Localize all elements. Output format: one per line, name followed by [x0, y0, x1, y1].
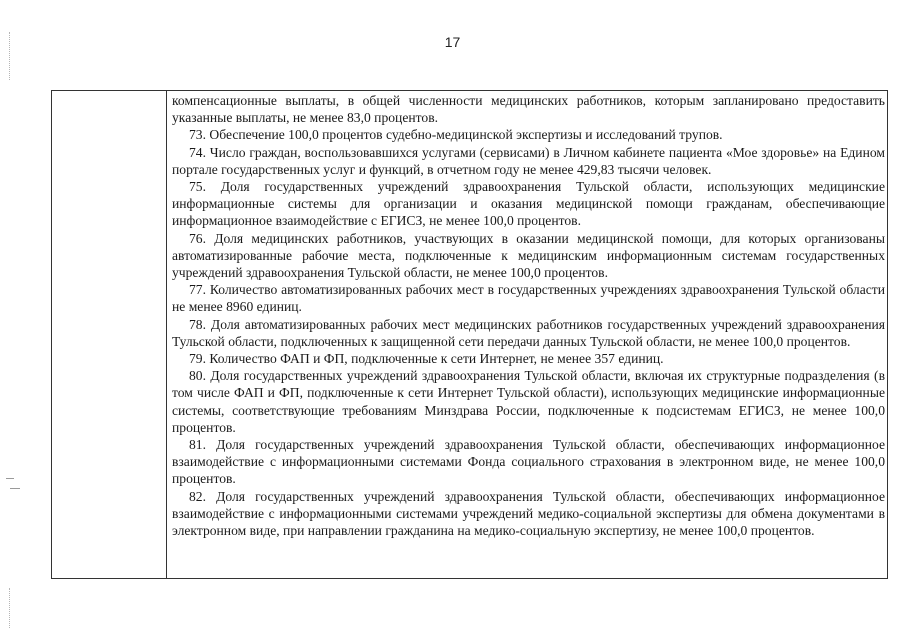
table-left-column: [52, 91, 167, 578]
page-number: 17: [444, 34, 461, 50]
scan-margin-dots-top: [9, 32, 10, 80]
paragraph-item-74: 74. Число граждан, воспользовавшихся услугами (сервисами) в Личном кабинете пациента «Мое здоровье» на Едином портале государственных услуг и функций, в отчетном году не менее 429,83 тысячи человек.: [172, 144, 885, 177]
paragraph-item-82: 82. Доля государственных учреждений здравоохранения Тульской области, обеспечивающих информационное взаимодействие с информационными системами учреждений медико-социальной экспертизы для обмена документами в электронном виде, при направлении гражданина на медико-социальную экспертизу, не менее 100,0 процентов.: [172, 488, 885, 539]
table-text-column: [167, 91, 887, 539]
document-table: [51, 90, 888, 579]
paragraph-item-76: 76. Доля медицинских работников, участвующих в оказании медицинской помощи, для которых организованы автоматизированные рабочие места, подключенные к медицинским информационным системам государственных учреждений здравоохранения Тульской области, не менее 100,0 процентов.: [172, 230, 885, 281]
paragraph-continuation: компенсационные выплаты, в общей численности медицинских работников, которым запланировано предоставить указанные выплаты, не менее 83,0 процентов.: [172, 93, 885, 126]
paragraph-item-79: 79. Количество ФАП и ФП, подключенные к сети Интернет, не менее 357 единиц.: [189, 351, 664, 367]
scan-margin-tick: [6, 478, 14, 479]
paragraph-item-77: 77. Количество автоматизированных рабочих мест в государственных учреждениях здравоохранения Тульской области не менее 8960 единиц.: [172, 282, 885, 315]
scan-margin-tick-2: [10, 488, 20, 489]
paragraph-item-80: 80. Доля государственных учреждений здравоохранения Тульской области, включая их структурные подразделения (в том числе ФАП и ФП, подключенные к сети Интернет Тульской области), использующих медицинские информационные системы, соответствующие требованиям Минздрава России, подключенные к подсистемам ЕГИСЗ, не менее 100,0 процентов.: [172, 368, 885, 435]
paragraph-item-81: 81. Доля государственных учреждений здравоохранения Тульской области, обеспечивающих информационное взаимодействие с информационными системами Фонда социального страхования в электронном виде, не менее 100,0 процентов.: [172, 437, 885, 487]
paragraph-item-75: 75. Доля государственных учреждений здравоохранения Тульской области, использующих медицинские информационные системы для организации и оказания медицинской помощи гражданам, обеспечивающие информационное взаимодействие с ЕГИСЗ, не менее 100,0 процентов.: [172, 179, 885, 229]
paragraph-item-73: 73. Обеспечение 100,0 процентов судебно-медицинской экспертизы и исследований трупов.: [189, 127, 723, 143]
paragraph-item-78: 78. Доля автоматизированных рабочих мест медицинских работников государственных учреждений здравоохранения Тульской области, подключенных к защищенной сети передачи данных Тульской области, не менее 100,0 процентов.: [172, 316, 885, 349]
scan-margin-dots-bottom: [9, 588, 10, 628]
